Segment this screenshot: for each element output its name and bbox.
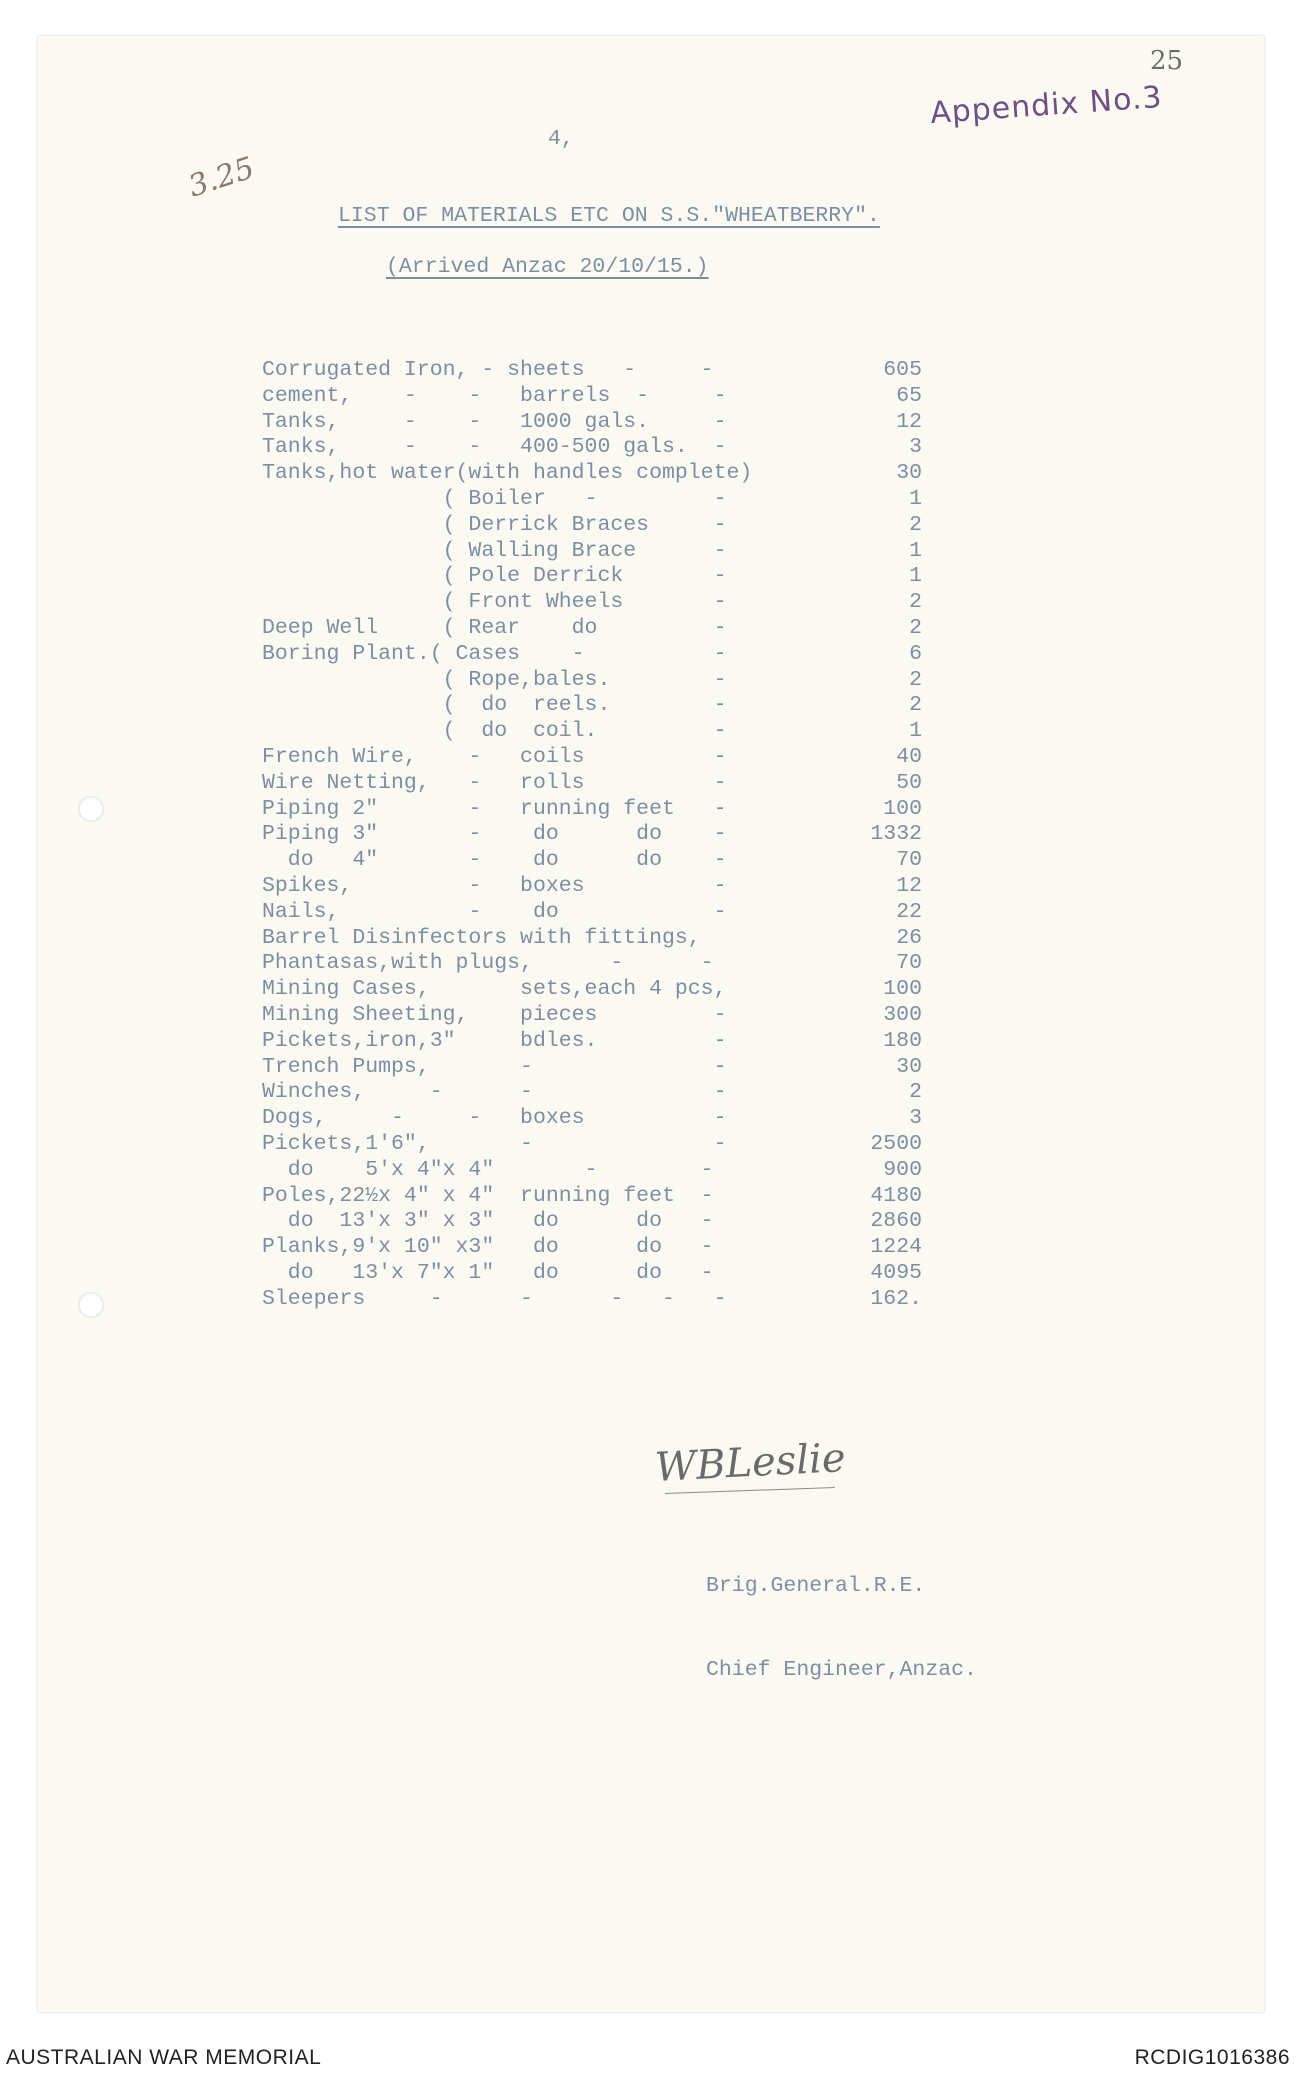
- item-description: Mining Sheeting, pieces -: [262, 1002, 727, 1027]
- list-item: [262, 926, 922, 952]
- list-item: [262, 951, 922, 977]
- item-quantity: 12: [896, 409, 922, 434]
- list-item: [262, 1055, 922, 1081]
- item-description: Planks,9'x 10" x3" do do -: [262, 1235, 714, 1260]
- item-quantity: 30: [896, 461, 922, 486]
- item-description: ( Boiler - -: [262, 486, 727, 511]
- list-item: [262, 487, 922, 513]
- signatory-title: Chief Engineer,Anzac.: [706, 1658, 977, 1682]
- item-quantity: 3: [909, 1106, 922, 1131]
- list-item: [262, 1184, 922, 1210]
- item-description: Tanks,hot water(with handles complete): [262, 461, 753, 486]
- item-quantity: 1332: [870, 822, 922, 847]
- item-description: Nails, - do -: [262, 899, 727, 924]
- item-quantity: 26: [896, 925, 922, 950]
- item-quantity: 6: [909, 641, 922, 666]
- item-description: Piping 2" - running feet -: [262, 796, 727, 821]
- item-description: ( Pole Derrick -: [262, 564, 727, 589]
- list-item: [262, 1209, 922, 1235]
- item-quantity: 65: [896, 383, 922, 408]
- item-quantity: 180: [883, 1028, 922, 1053]
- item-description: do 13'x 3" x 3" do do -: [262, 1209, 714, 1234]
- item-quantity: 162.: [870, 1286, 922, 1311]
- item-quantity: 2: [909, 1080, 922, 1105]
- item-quantity: 40: [896, 744, 922, 769]
- list-item: [262, 977, 922, 1003]
- list-item: [262, 668, 922, 694]
- item-quantity: 70: [896, 951, 922, 976]
- item-quantity: 1: [909, 538, 922, 563]
- item-quantity: 2: [909, 667, 922, 692]
- item-description: ( Walling Brace -: [262, 538, 727, 563]
- list-item: [262, 693, 922, 719]
- footer-image-id: RCDIG1016386: [1134, 2046, 1290, 2069]
- list-item: [262, 1261, 922, 1287]
- item-description: French Wire, - coils -: [262, 744, 727, 769]
- item-quantity: 1224: [870, 1235, 922, 1260]
- list-item: [262, 590, 922, 616]
- item-quantity: 2500: [870, 1131, 922, 1156]
- punch-hole: [78, 796, 104, 822]
- item-description: Mining Cases, sets,each 4 pcs,: [262, 977, 727, 1002]
- list-item: [262, 900, 922, 926]
- item-quantity: 4180: [870, 1183, 922, 1208]
- list-item: [262, 771, 922, 797]
- item-quantity: 1: [909, 486, 922, 511]
- signature-block: [706, 1516, 977, 1712]
- item-quantity: 1: [909, 719, 922, 744]
- item-quantity: 2: [909, 693, 922, 718]
- item-description: Spikes, - boxes -: [262, 873, 727, 898]
- item-description: Tanks, - - 400-500 gals. -: [262, 435, 727, 460]
- appendix-stamp: Appendix No.3: [929, 79, 1164, 132]
- item-quantity: 2: [909, 590, 922, 615]
- item-quantity: 100: [883, 796, 922, 821]
- item-description: Poles,22½x 4" x 4" running feet -: [262, 1183, 714, 1208]
- list-item: [262, 564, 922, 590]
- item-description: ( Derrick Braces -: [262, 512, 727, 537]
- item-description: Trench Pumps, - -: [262, 1054, 727, 1079]
- item-quantity: 2: [909, 615, 922, 640]
- item-quantity: 100: [883, 977, 922, 1002]
- item-description: ( Rope,bales. -: [262, 667, 727, 692]
- item-description: ( do reels. -: [262, 693, 727, 718]
- list-item: [262, 384, 922, 410]
- list-item: [262, 1003, 922, 1029]
- list-item: [262, 1287, 922, 1313]
- item-description: Wire Netting, - rolls -: [262, 770, 727, 795]
- item-quantity: 2860: [870, 1209, 922, 1234]
- page-number: 4,: [548, 127, 574, 151]
- list-item: [262, 1235, 922, 1261]
- item-description: Deep Well ( Rear do -: [262, 615, 727, 640]
- list-item: [262, 874, 922, 900]
- item-quantity: 70: [896, 848, 922, 873]
- item-description: Phantasas,with plugs, - -: [262, 951, 714, 976]
- item-quantity: 50: [896, 770, 922, 795]
- list-item: [262, 1029, 922, 1055]
- item-description: Piping 3" - do do -: [262, 822, 727, 847]
- item-quantity: 2: [909, 512, 922, 537]
- item-quantity: 22: [896, 899, 922, 924]
- item-description: Pickets,iron,3" bdles. -: [262, 1028, 727, 1053]
- item-description: Tanks, - - 1000 gals. -: [262, 409, 727, 434]
- punch-hole: [78, 1292, 104, 1318]
- list-item: [262, 539, 922, 565]
- item-description: do 4" - do do -: [262, 848, 727, 873]
- list-item: [262, 1080, 922, 1106]
- document-subtitle: (Arrived Anzac 20/10/15.): [386, 255, 709, 279]
- list-item: [262, 358, 922, 384]
- item-description: ( do coil. -: [262, 719, 727, 744]
- item-quantity: 30: [896, 1054, 922, 1079]
- document-title: LIST OF MATERIALS ETC ON S.S."WHEATBERRY".: [338, 204, 880, 228]
- item-description: Winches, - - -: [262, 1080, 727, 1105]
- item-quantity: 605: [883, 358, 922, 382]
- list-item: [262, 410, 922, 436]
- list-item: [262, 719, 922, 745]
- list-item: [262, 513, 922, 539]
- folio-number: 25: [1150, 46, 1184, 76]
- item-description: Barrel Disinfectors with fittings,: [262, 925, 701, 950]
- item-description: Boring Plant.( Cases - -: [262, 641, 727, 666]
- list-item: [262, 1132, 922, 1158]
- list-item: [262, 616, 922, 642]
- list-item: [262, 435, 922, 461]
- item-description: Sleepers - - - - -: [262, 1286, 727, 1311]
- handwritten-signature: WBLeslie: [653, 1435, 847, 1491]
- materials-list: [262, 358, 922, 1312]
- item-quantity: 3: [909, 435, 922, 460]
- item-description: Corrugated Iron, - sheets - -: [262, 358, 714, 382]
- item-description: Dogs, - - boxes -: [262, 1106, 727, 1131]
- list-item: [262, 461, 922, 487]
- item-quantity: 300: [883, 1002, 922, 1027]
- list-item: [262, 822, 922, 848]
- footer-institution: AUSTRALIAN WAR MEMORIAL: [6, 2046, 322, 2069]
- item-description: cement, - - barrels - -: [262, 383, 727, 408]
- item-description: ( Front Wheels -: [262, 590, 727, 615]
- item-quantity: 1: [909, 564, 922, 589]
- pencil-annotation: 3.25: [184, 150, 259, 205]
- list-item: [262, 1106, 922, 1132]
- item-quantity: 12: [896, 873, 922, 898]
- list-item: [262, 642, 922, 668]
- signatory-rank: Brig.General.R.E.: [706, 1574, 926, 1598]
- list-item: [262, 848, 922, 874]
- item-description: do 13'x 7"x 1" do do -: [262, 1260, 714, 1285]
- item-quantity: 4095: [870, 1260, 922, 1285]
- list-item: [262, 745, 922, 771]
- list-item: [262, 1158, 922, 1184]
- list-item: [262, 797, 922, 823]
- item-description: do 5'x 4"x 4" - -: [262, 1157, 714, 1182]
- item-description: Pickets,1'6", - -: [262, 1131, 727, 1156]
- item-quantity: 900: [883, 1157, 922, 1182]
